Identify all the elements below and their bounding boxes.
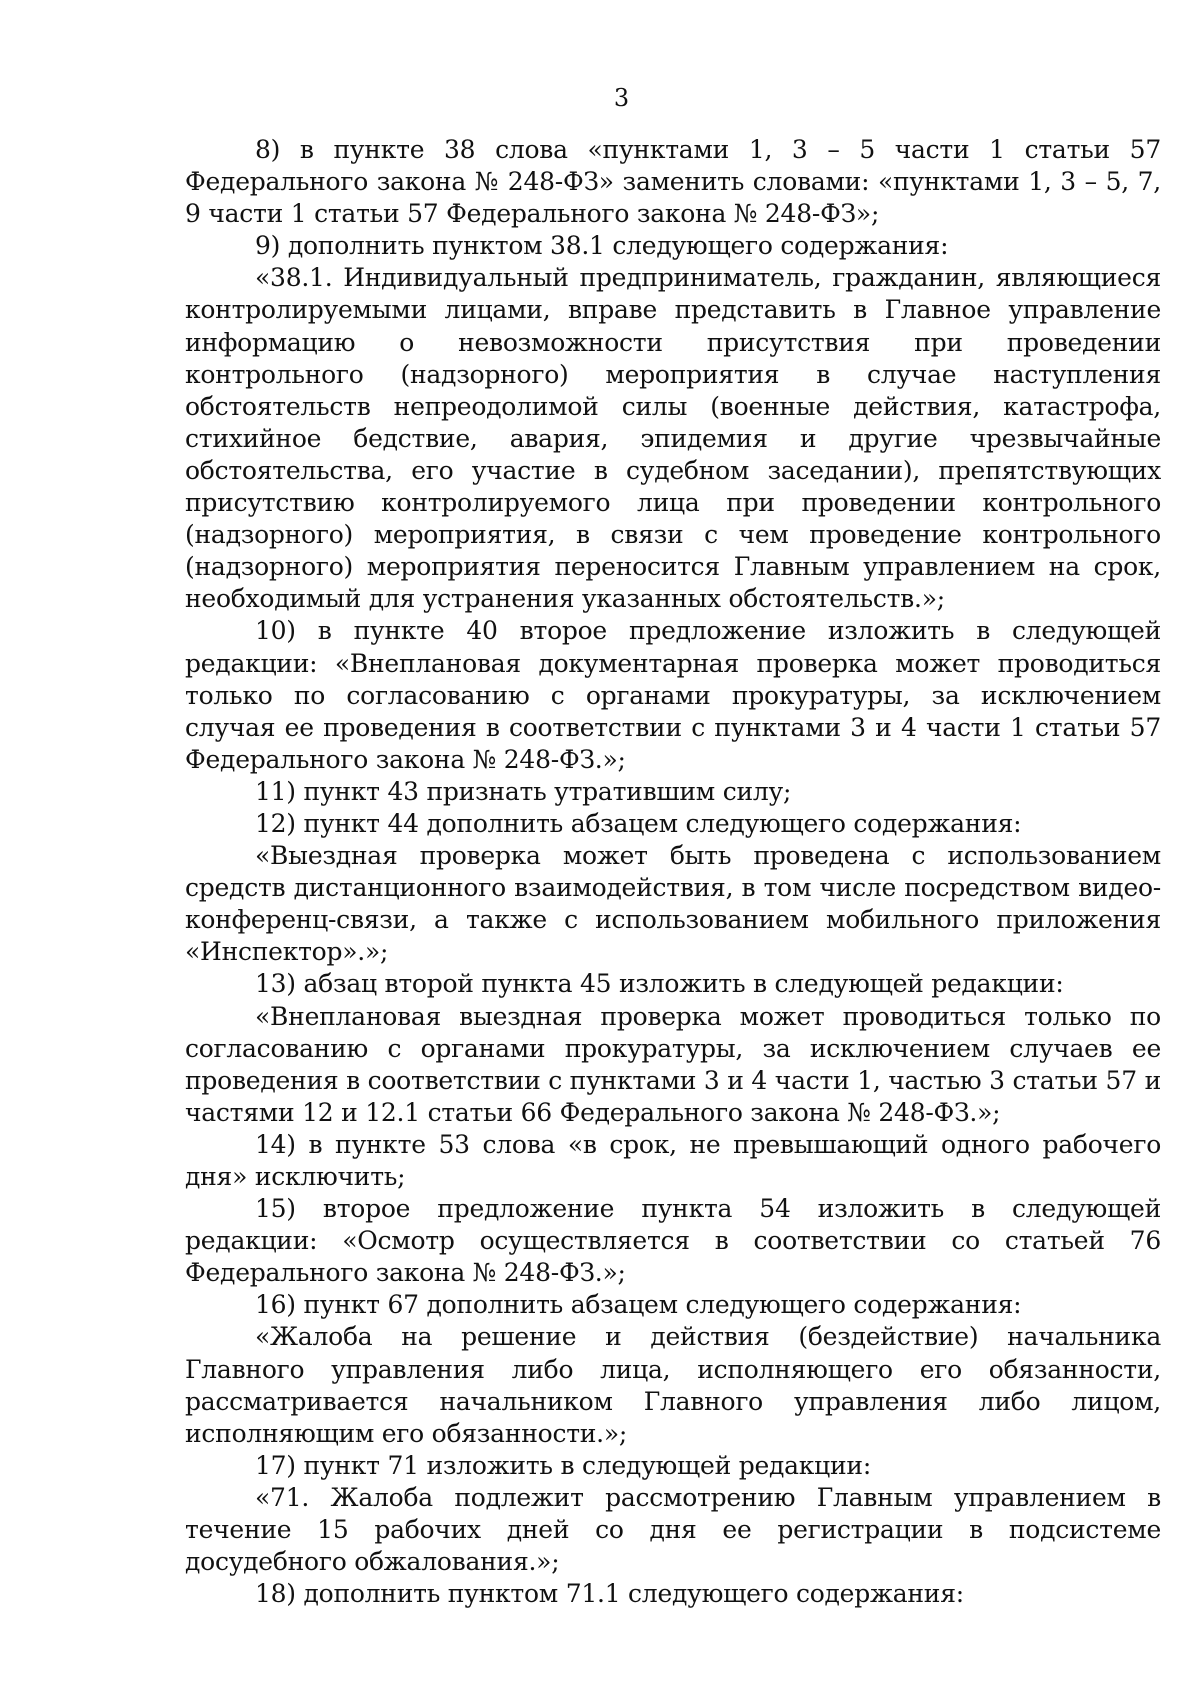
paragraph-item-9: 9) дополнить пунктом 38.1 следующего содержания: [255,231,949,261]
paragraph-item-17: 17) пункт 71 изложить в следующей редакции: [255,1450,871,1480]
paragraph-item-8: 8) в пункте 38 слова «пунктами 1, 3 – 5 части 1 статьи 57 Федерального закона № 248-ФЗ» заменить словами: «пунктами 1, 3 – 5, 7, 9 части 1 статьи 57 Федерального закона № 248-ФЗ»; [185,135,1161,229]
paragraph-quote-67: «Жалоба на решение и действия (бездействие) начальника Главного управления либо лица, исполняющего его обязанности, рассматривается начальником Главного управления либо лицом, исполняющим его обязанности.»; [185,1322,1161,1448]
paragraph-quote-44: «Выездная проверка может быть проведена с использованием средств дистанционного взаимодействия, в том числе посредством видео-конференц-связи, а также с использованием мобильного приложения «Инспектор».»; [185,841,1161,967]
paragraph-quote-38-1: «38.1. Индивидуальный предприниматель, гражданин, являющиеся контролируемыми лицами, вправе представить в Главное управление информацию о невозможности присутствия при проведении контрольного (надзорного) мероприятия в случае наступления обстоятельств непреодолимой силы (военные действия, катастрофа, стихийное бедствие, авария, эпидемия и другие чрезвычайные обстоятельства, его участие в судебном заседании), препятствующих присутствию контролируемого лица при проведении контрольного (надзорного) мероприятия, в связи с чем проведение контрольного (надзорного) мероприятия переносится Главным управлением на срок, необходимый для устранения указанных обстоятельств.»; [185,263,1161,614]
paragraph-quote-45: «Внеплановая выездная проверка может проводиться только по согласованию с органами прокуратуры, за исключением случаев ее проведения в соответствии с пунктами 3 и 4 части 1, частью 3 статьи 57 и частями 12 и 12.1 статьи 66 Федерального закона № 248-ФЗ.»; [185,1001,1161,1127]
paragraph-item-11: 11) пункт 43 признать утратившим силу; [255,776,792,806]
document-body [185,134,1161,1610]
paragraph-item-15: 15) второе предложение пункта 54 изложить в следующей редакции: «Осмотр осуществляется в соответствии со статьей 76 Федерального закона № 248-ФЗ.»; [185,1194,1161,1288]
paragraph-quote-71: «71. Жалоба подлежит рассмотрению Главным управлением в течение 15 рабочих дней со дня ее регистрации в подсистеме досудебного обжалования.»; [185,1482,1161,1577]
paragraph-item-10: 10) в пункте 40 второе предложение изложить в следующей редакции: «Внеплановая документарная проверка может проводиться только по согласованию с органами прокуратуры, за исключением случая ее проведения в соответствии с пунктами 3 и 4 части 1 статьи 57 Федерального закона № 248-ФЗ.»; [185,616,1161,774]
paragraph-item-18: 18) дополнить пунктом 71.1 следующего содержания: [255,1579,964,1609]
paragraph-item-12: 12) пункт 44 дополнить абзацем следующего содержания: [255,808,1022,838]
paragraph-item-16: 16) пункт 67 дополнить абзацем следующего содержания: [255,1290,1022,1320]
paragraph-item-14: 14) в пункте 53 слова «в срок, не превышающий одного рабочего дня» исключить; [185,1129,1161,1191]
page-number: 3 [613,84,630,112]
paragraph-item-13: 13) абзац второй пункта 45 изложить в следующей редакции: [255,969,1064,999]
